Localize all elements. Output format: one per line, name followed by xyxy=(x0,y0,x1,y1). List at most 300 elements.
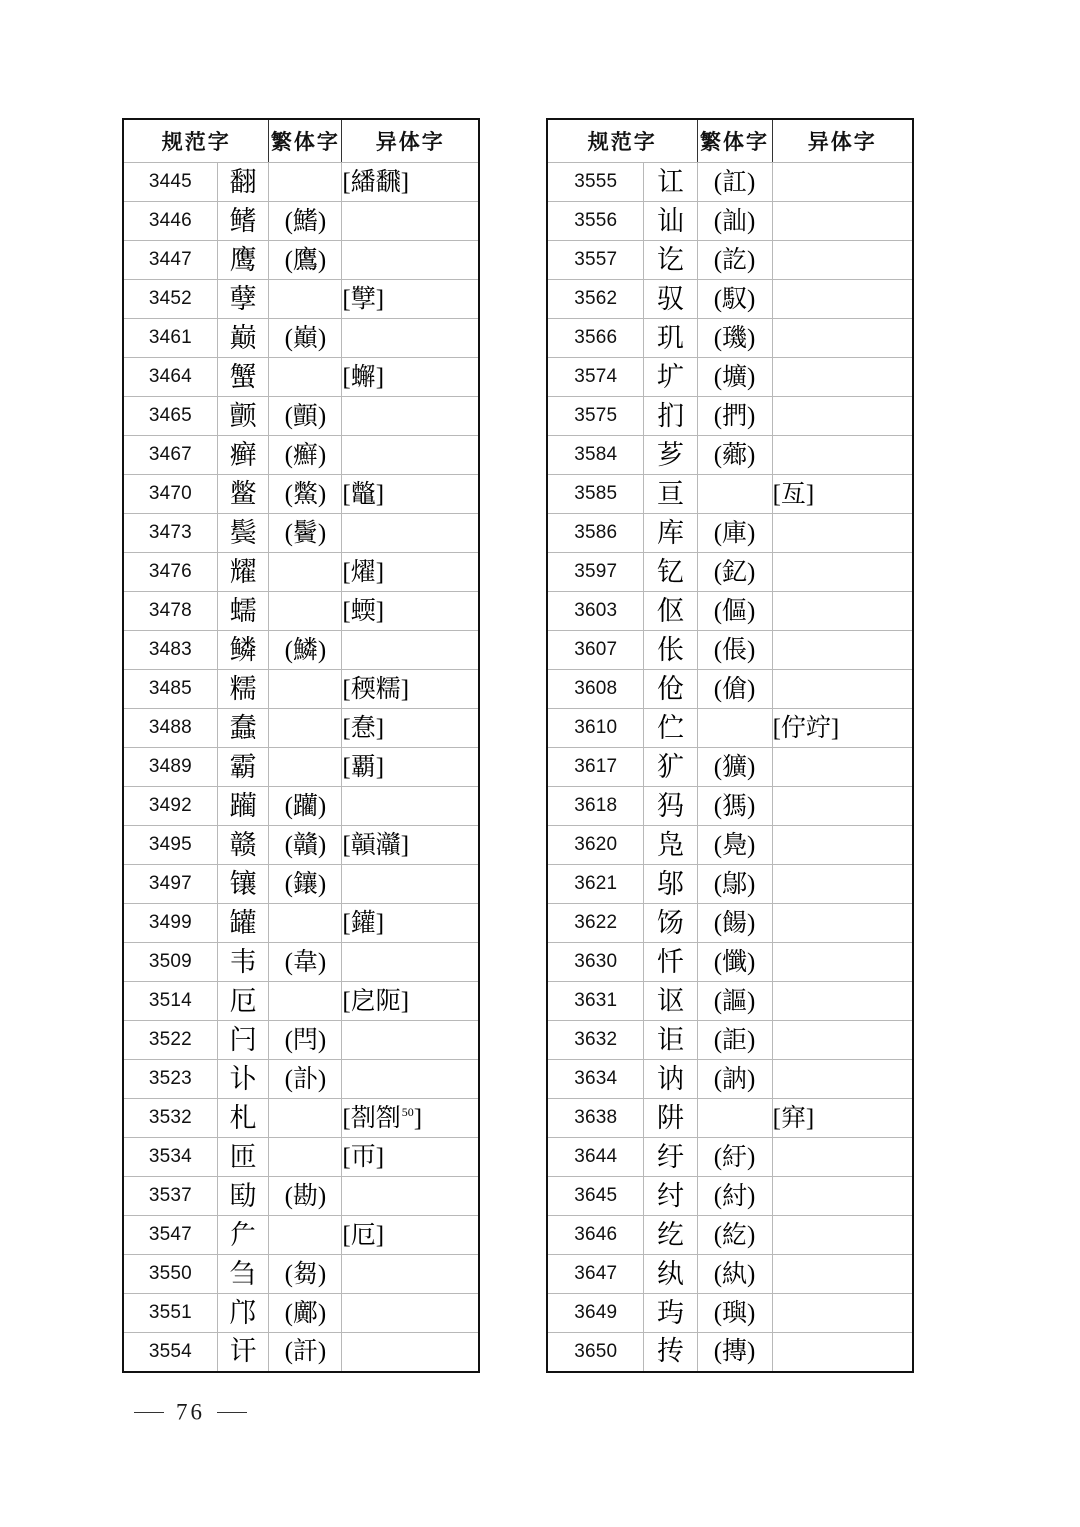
cell-serial-number: 3650 xyxy=(547,1333,644,1372)
cell-variant-character xyxy=(772,202,913,241)
table-row xyxy=(547,1255,913,1294)
cell-serial-number: 3644 xyxy=(547,1138,644,1177)
cell-serial-number: 3562 xyxy=(547,280,644,319)
cell-serial-number: 3532 xyxy=(123,1099,217,1138)
cell-standard-character: 玑 xyxy=(644,319,697,358)
cell-traditional-character: (訥) xyxy=(697,1060,772,1099)
cell-standard-character: 亘 xyxy=(644,475,697,514)
cell-variant-character xyxy=(772,1138,913,1177)
cell-variant-character: [繙飜] xyxy=(342,163,479,202)
table-row xyxy=(547,241,913,280)
cell-traditional-character xyxy=(697,475,772,514)
cell-serial-number: 3537 xyxy=(123,1177,217,1216)
header-traditional: 繁体字 xyxy=(697,119,772,163)
cell-standard-character: 讧 xyxy=(644,163,697,202)
page-number: 76 xyxy=(176,1399,205,1425)
cell-serial-number: 3495 xyxy=(123,826,217,865)
cell-traditional-character: (芻) xyxy=(269,1255,342,1294)
cell-serial-number: 3631 xyxy=(547,982,644,1021)
cell-traditional-character: (庫) xyxy=(697,514,772,553)
table-row xyxy=(547,436,913,475)
cell-serial-number: 3574 xyxy=(547,358,644,397)
table-row xyxy=(123,514,479,553)
table-row xyxy=(123,475,479,514)
cell-standard-character: 霸 xyxy=(217,748,269,787)
table-row xyxy=(123,1333,479,1372)
cell-traditional-character: (贛) xyxy=(269,826,342,865)
cell-serial-number: 3522 xyxy=(123,1021,217,1060)
cell-serial-number: 3509 xyxy=(123,943,217,982)
cell-serial-number: 3630 xyxy=(547,943,644,982)
cell-serial-number: 3617 xyxy=(547,748,644,787)
table-row xyxy=(123,397,479,436)
table-row xyxy=(123,1177,479,1216)
cell-serial-number: 3603 xyxy=(547,592,644,631)
cell-serial-number: 3585 xyxy=(547,475,644,514)
cell-variant-character: [佇竚] xyxy=(772,709,913,748)
table-row xyxy=(123,592,479,631)
cell-variant-character xyxy=(772,982,913,1021)
cell-traditional-character: (巔) xyxy=(269,319,342,358)
cell-traditional-character: (鄔) xyxy=(697,865,772,904)
cell-serial-number: 3551 xyxy=(123,1294,217,1333)
cell-serial-number: 3523 xyxy=(123,1060,217,1099)
header-row xyxy=(123,119,479,163)
cell-serial-number: 3534 xyxy=(123,1138,217,1177)
table-row xyxy=(123,1060,479,1099)
cell-variant-character xyxy=(342,319,479,358)
cell-serial-number: 3632 xyxy=(547,1021,644,1060)
cell-serial-number: 3492 xyxy=(123,787,217,826)
table-row xyxy=(547,280,913,319)
cell-serial-number: 3555 xyxy=(547,163,644,202)
table-header-left xyxy=(123,119,479,163)
right-table-column xyxy=(546,118,914,1373)
cell-standard-character: 糯 xyxy=(217,670,269,709)
cell-traditional-character xyxy=(697,1099,772,1138)
table-row xyxy=(547,514,913,553)
cell-variant-character xyxy=(772,787,913,826)
cell-serial-number: 3557 xyxy=(547,241,644,280)
cell-standard-character: 忏 xyxy=(644,943,697,982)
cell-serial-number: 3608 xyxy=(547,670,644,709)
cell-traditional-character: (摶) xyxy=(697,1333,772,1372)
cell-standard-character: 鳍 xyxy=(217,202,269,241)
cell-variant-character xyxy=(772,319,913,358)
cell-variant-character xyxy=(772,1216,913,1255)
table-row xyxy=(123,1294,479,1333)
cell-standard-character: 匝 xyxy=(217,1138,269,1177)
cell-traditional-character: (獷) xyxy=(697,748,772,787)
cell-variant-character xyxy=(772,1177,913,1216)
cell-standard-character: 钇 xyxy=(644,553,697,592)
cell-standard-character: 赣 xyxy=(217,826,269,865)
cell-traditional-character xyxy=(269,748,342,787)
table-row xyxy=(547,358,913,397)
table-row xyxy=(547,163,913,202)
cell-traditional-character xyxy=(269,982,342,1021)
header-variant: 异体字 xyxy=(342,119,479,163)
cell-variant-character xyxy=(342,1333,479,1372)
cell-variant-character xyxy=(772,670,913,709)
cell-traditional-character: (紆) xyxy=(697,1138,772,1177)
table-row xyxy=(547,670,913,709)
cell-traditional-character xyxy=(269,1216,342,1255)
cell-variant-character: [鑵] xyxy=(342,904,479,943)
cell-standard-character: 玙 xyxy=(644,1294,697,1333)
cell-serial-number: 3483 xyxy=(123,631,217,670)
cell-variant-character: [穽] xyxy=(772,1099,913,1138)
cell-variant-character xyxy=(772,1021,913,1060)
cell-traditional-character: (訃) xyxy=(269,1060,342,1099)
cell-traditional-character: (釔) xyxy=(697,553,772,592)
table-row xyxy=(547,631,913,670)
cell-traditional-character: (紂) xyxy=(697,1177,772,1216)
cell-variant-character: [鼈] xyxy=(342,475,479,514)
cell-variant-character xyxy=(342,1255,479,1294)
table-row xyxy=(547,865,913,904)
cell-variant-character: [孼] xyxy=(342,280,479,319)
cell-standard-character: 孽 xyxy=(217,280,269,319)
cell-traditional-character xyxy=(269,709,342,748)
header-standard: 规范字 xyxy=(547,119,697,163)
cell-traditional-character: (壙) xyxy=(697,358,772,397)
cell-serial-number: 3645 xyxy=(547,1177,644,1216)
cell-serial-number: 3499 xyxy=(123,904,217,943)
cell-serial-number: 3547 xyxy=(123,1216,217,1255)
cell-serial-number: 3497 xyxy=(123,865,217,904)
cell-variant-character xyxy=(772,553,913,592)
cell-standard-character: 蠕 xyxy=(217,592,269,631)
cell-standard-character: 纨 xyxy=(644,1255,697,1294)
cell-serial-number: 3649 xyxy=(547,1294,644,1333)
cell-serial-number: 3473 xyxy=(123,514,217,553)
cell-standard-character: 蟹 xyxy=(217,358,269,397)
header-standard: 规范字 xyxy=(123,119,269,163)
table-row xyxy=(547,1333,913,1372)
cell-standard-character: 纥 xyxy=(644,1216,697,1255)
cell-standard-character: 库 xyxy=(644,514,697,553)
cell-standard-character: 颤 xyxy=(217,397,269,436)
cell-traditional-character: (馭) xyxy=(697,280,772,319)
cell-standard-character: 耀 xyxy=(217,553,269,592)
cell-traditional-character: (訖) xyxy=(697,241,772,280)
cell-standard-character: 讷 xyxy=(644,1060,697,1099)
cell-standard-character: 鳖 xyxy=(217,475,269,514)
cell-standard-character: 镶 xyxy=(217,865,269,904)
table-row xyxy=(123,202,479,241)
cell-standard-character: 凫 xyxy=(644,826,697,865)
table-row xyxy=(547,1060,913,1099)
cell-standard-character: 抟 xyxy=(644,1333,697,1372)
cell-standard-character: 纣 xyxy=(644,1177,697,1216)
cell-traditional-character: (鬢) xyxy=(269,514,342,553)
table-row xyxy=(123,163,479,202)
table-row xyxy=(547,826,913,865)
table-row xyxy=(547,397,913,436)
table-row xyxy=(547,319,913,358)
cell-traditional-character: (詎) xyxy=(697,1021,772,1060)
table-row xyxy=(547,1294,913,1333)
cell-traditional-character: (訌) xyxy=(697,163,772,202)
cell-serial-number: 3445 xyxy=(123,163,217,202)
cell-standard-character: 蠢 xyxy=(217,709,269,748)
cell-traditional-character: (璣) xyxy=(697,319,772,358)
table-row xyxy=(123,748,479,787)
cell-variant-character xyxy=(772,1294,913,1333)
cell-serial-number: 3464 xyxy=(123,358,217,397)
table-row xyxy=(547,1177,913,1216)
cell-variant-character xyxy=(342,436,479,475)
table-row xyxy=(123,1138,479,1177)
cell-standard-character: 鬓 xyxy=(217,514,269,553)
cell-standard-character: 厄 xyxy=(217,982,269,1021)
cell-serial-number: 3566 xyxy=(547,319,644,358)
cell-standard-character: 鳞 xyxy=(217,631,269,670)
table-row xyxy=(123,280,479,319)
cell-standard-character: 讫 xyxy=(644,241,697,280)
table-row xyxy=(123,865,479,904)
table-row xyxy=(123,670,479,709)
cell-serial-number: 3647 xyxy=(547,1255,644,1294)
cell-serial-number: 3622 xyxy=(547,904,644,943)
cell-traditional-character xyxy=(697,709,772,748)
cell-traditional-character xyxy=(269,553,342,592)
cell-variant-character xyxy=(342,1294,479,1333)
table-row xyxy=(547,1138,913,1177)
cell-serial-number: 3514 xyxy=(123,982,217,1021)
cell-traditional-character: (紈) xyxy=(697,1255,772,1294)
cell-standard-character: 驭 xyxy=(644,280,697,319)
cell-serial-number: 3646 xyxy=(547,1216,644,1255)
cell-standard-character: 伛 xyxy=(644,592,697,631)
cell-traditional-character: (捫) xyxy=(697,397,772,436)
cell-variant-character xyxy=(342,1060,479,1099)
table-row xyxy=(123,709,479,748)
table-row xyxy=(123,1216,479,1255)
cell-standard-character: 癣 xyxy=(217,436,269,475)
cell-variant-character xyxy=(342,202,479,241)
cell-traditional-character: (紇) xyxy=(697,1216,772,1255)
cell-standard-character: 圹 xyxy=(644,358,697,397)
cell-variant-character xyxy=(772,748,913,787)
cell-variant-character xyxy=(772,280,913,319)
cell-serial-number: 3488 xyxy=(123,709,217,748)
table-row xyxy=(123,241,479,280)
cell-standard-character: 纡 xyxy=(644,1138,697,1177)
table-row xyxy=(547,592,913,631)
cell-standard-character: 讦 xyxy=(217,1333,269,1372)
cell-serial-number: 3446 xyxy=(123,202,217,241)
table-row xyxy=(547,475,913,514)
table-row xyxy=(547,1021,913,1060)
table-row xyxy=(547,943,913,982)
cell-standard-character: 闩 xyxy=(217,1021,269,1060)
cell-variant-character: [蠏] xyxy=(342,358,479,397)
cell-standard-character: 讣 xyxy=(217,1060,269,1099)
cell-standard-character: 伧 xyxy=(644,670,697,709)
cell-variant-character xyxy=(772,1060,913,1099)
cell-standard-character: 巅 xyxy=(217,319,269,358)
cell-serial-number: 3584 xyxy=(547,436,644,475)
cell-variant-character xyxy=(342,241,479,280)
cell-serial-number: 3476 xyxy=(123,553,217,592)
cell-variant-character: [剳劄$^{50}$] xyxy=(342,1099,479,1138)
cell-variant-character: [厄] xyxy=(342,1216,479,1255)
cell-traditional-character xyxy=(269,163,342,202)
cell-traditional-character xyxy=(269,592,342,631)
cell-variant-character: [戹阨] xyxy=(342,982,479,1021)
cell-traditional-character: (鰭) xyxy=(269,202,342,241)
left-table-column xyxy=(122,118,480,1373)
table-row xyxy=(123,358,479,397)
table-row xyxy=(547,748,913,787)
cell-standard-character: 讵 xyxy=(644,1021,697,1060)
table-row xyxy=(547,202,913,241)
cell-standard-character: 札 xyxy=(217,1099,269,1138)
cell-traditional-character: (鳧) xyxy=(697,826,772,865)
cell-variant-character xyxy=(772,592,913,631)
cell-variant-character: [亙] xyxy=(772,475,913,514)
cell-variant-character xyxy=(772,865,913,904)
cell-serial-number: 3554 xyxy=(123,1333,217,1372)
cell-standard-character: 犸 xyxy=(644,787,697,826)
cell-traditional-character: (鷹) xyxy=(269,241,342,280)
cell-serial-number: 3556 xyxy=(547,202,644,241)
cell-variant-character: [燿] xyxy=(342,553,479,592)
table-row xyxy=(123,553,479,592)
cell-traditional-character: (獁) xyxy=(697,787,772,826)
table-row xyxy=(123,826,479,865)
cell-serial-number: 3618 xyxy=(547,787,644,826)
cell-standard-character: 躏 xyxy=(217,787,269,826)
cell-variant-character: [蝡] xyxy=(342,592,479,631)
cell-traditional-character xyxy=(269,358,342,397)
cell-standard-character: 鹰 xyxy=(217,241,269,280)
cell-serial-number: 3620 xyxy=(547,826,644,865)
cell-variant-character xyxy=(772,631,913,670)
character-variant-table-right xyxy=(546,118,914,1373)
footer-rule-left xyxy=(134,1412,164,1413)
cell-traditional-character: (勘) xyxy=(269,1177,342,1216)
cell-variant-character xyxy=(772,826,913,865)
cell-standard-character: 伫 xyxy=(644,709,697,748)
cell-variant-character: [稬糯] xyxy=(342,670,479,709)
table-row xyxy=(123,1255,479,1294)
cell-serial-number: 3621 xyxy=(547,865,644,904)
cell-standard-character: 伥 xyxy=(644,631,697,670)
cell-variant-character: [帀] xyxy=(342,1138,479,1177)
cell-variant-character: [惷] xyxy=(342,709,479,748)
cell-standard-character: 讴 xyxy=(644,982,697,1021)
cell-standard-character: 邬 xyxy=(644,865,697,904)
cell-traditional-character: (傖) xyxy=(697,670,772,709)
cell-traditional-character: (顫) xyxy=(269,397,342,436)
cell-variant-character xyxy=(772,241,913,280)
cell-standard-character: 阱 xyxy=(644,1099,697,1138)
cell-variant-character xyxy=(342,514,479,553)
cell-traditional-character: (癬) xyxy=(269,436,342,475)
cell-traditional-character xyxy=(269,1138,342,1177)
table-row xyxy=(123,982,479,1021)
cell-serial-number: 3610 xyxy=(547,709,644,748)
cell-traditional-character: (薌) xyxy=(697,436,772,475)
header-row xyxy=(547,119,913,163)
table-body-left xyxy=(123,163,479,1372)
cell-serial-number: 3470 xyxy=(123,475,217,514)
table-row xyxy=(547,904,913,943)
table-row xyxy=(123,1021,479,1060)
cell-traditional-character: (鑲) xyxy=(269,865,342,904)
cell-serial-number: 3638 xyxy=(547,1099,644,1138)
header-variant: 异体字 xyxy=(772,119,913,163)
cell-variant-character xyxy=(772,397,913,436)
cell-serial-number: 3447 xyxy=(123,241,217,280)
cell-standard-character: 劻 xyxy=(217,1177,269,1216)
cell-traditional-character: (訐) xyxy=(269,1333,342,1372)
cell-variant-character xyxy=(772,1255,913,1294)
table-row xyxy=(123,319,479,358)
cell-traditional-character xyxy=(269,904,342,943)
cell-traditional-character: (韋) xyxy=(269,943,342,982)
table-row xyxy=(123,943,479,982)
cell-serial-number: 3607 xyxy=(547,631,644,670)
cell-serial-number: 3478 xyxy=(123,592,217,631)
cell-serial-number: 3550 xyxy=(123,1255,217,1294)
cell-traditional-character: (訕) xyxy=(697,202,772,241)
cell-standard-character: 饧 xyxy=(644,904,697,943)
cell-traditional-character xyxy=(269,1099,342,1138)
cell-standard-character: 刍 xyxy=(217,1255,269,1294)
cell-variant-character xyxy=(772,163,913,202)
cell-traditional-character: (鄺) xyxy=(269,1294,342,1333)
cell-standard-character: 厃 xyxy=(217,1216,269,1255)
cell-traditional-character: (傴) xyxy=(697,592,772,631)
table-row xyxy=(123,631,479,670)
page-footer xyxy=(122,1398,422,1426)
cell-standard-character: 犷 xyxy=(644,748,697,787)
character-variant-table-left xyxy=(122,118,480,1373)
cell-standard-character: 邝 xyxy=(217,1294,269,1333)
table-row xyxy=(547,1099,913,1138)
footer-rule-right xyxy=(217,1412,247,1413)
cell-traditional-character: (鱗) xyxy=(269,631,342,670)
cell-variant-character xyxy=(772,436,913,475)
cell-variant-character: [贑灨] xyxy=(342,826,479,865)
table-row xyxy=(123,787,479,826)
cell-serial-number: 3461 xyxy=(123,319,217,358)
cell-traditional-character: (躪) xyxy=(269,787,342,826)
cell-variant-character xyxy=(342,865,479,904)
table-row xyxy=(123,904,479,943)
table-row xyxy=(123,1099,479,1138)
cell-traditional-character: (璵) xyxy=(697,1294,772,1333)
cell-standard-character: 韦 xyxy=(217,943,269,982)
cell-variant-character xyxy=(342,631,479,670)
cell-serial-number: 3489 xyxy=(123,748,217,787)
cell-variant-character xyxy=(772,358,913,397)
cell-variant-character xyxy=(342,397,479,436)
cell-serial-number: 3452 xyxy=(123,280,217,319)
cell-traditional-character: (懺) xyxy=(697,943,772,982)
cell-serial-number: 3485 xyxy=(123,670,217,709)
table-row xyxy=(123,436,479,475)
table-row xyxy=(547,709,913,748)
cell-variant-character xyxy=(772,1333,913,1372)
cell-variant-character xyxy=(772,904,913,943)
table-row xyxy=(547,982,913,1021)
cell-serial-number: 3597 xyxy=(547,553,644,592)
